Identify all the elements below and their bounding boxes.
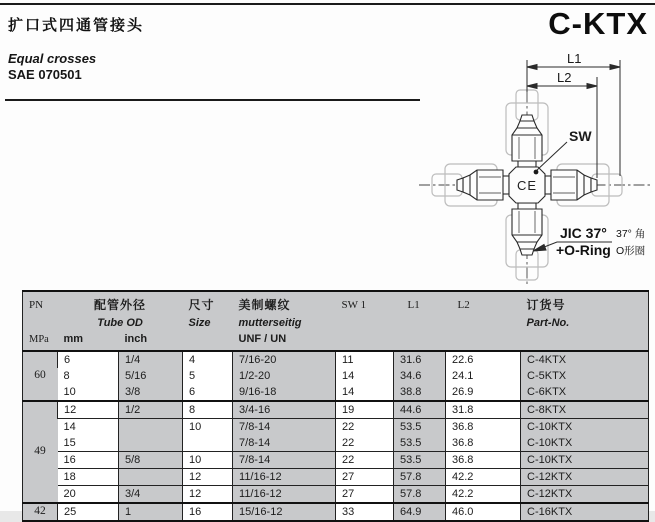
col-header-size-cn: 尺寸 [188, 297, 215, 312]
table-row [23, 503, 649, 521]
table-cell: 11/16-12 [233, 486, 336, 504]
table-cell: 1 [119, 503, 183, 521]
table-cell [183, 435, 233, 452]
table-cell: 18 [58, 469, 119, 486]
table-cell: 24.1 [446, 368, 521, 384]
table-cell: 10 [58, 384, 119, 401]
table-row [23, 368, 649, 384]
table-cell: 22 [336, 435, 394, 452]
table-cell: 14 [336, 384, 394, 401]
table-cell: 22 [336, 452, 394, 469]
table-cell: C-12KTX [521, 469, 649, 486]
col-header-mm: mm [63, 333, 84, 346]
product-code: C-KTX [548, 6, 648, 41]
table-cell: 22 [336, 419, 394, 436]
table-row [23, 351, 649, 368]
table-cell: 36.8 [446, 419, 521, 436]
table-cell: 14 [58, 419, 119, 436]
table-cell: 12 [58, 401, 119, 419]
table-cell: 36.8 [446, 435, 521, 452]
dim-l2-label: L2 [557, 70, 572, 85]
table-cell: C-16KTX [521, 503, 649, 521]
table-cell: 5 [183, 368, 233, 384]
table-cell: 42.2 [446, 486, 521, 504]
table-cell: 3/4 [119, 486, 183, 504]
col-header-inch: inch [124, 333, 148, 346]
table-cell: 64.9 [394, 503, 446, 521]
oring-label: +O-Ring [556, 242, 611, 258]
pn-cell: 49 [23, 401, 58, 503]
table-cell: C-5KTX [521, 368, 649, 384]
table-cell: 15 [58, 435, 119, 452]
table-cell: C-6KTX [521, 384, 649, 401]
table-cell: 26.9 [446, 384, 521, 401]
col-header-size-en: Size [188, 316, 211, 329]
table-cell: 38.8 [394, 384, 446, 401]
table-cell [119, 419, 183, 436]
table-cell: 27 [336, 486, 394, 504]
col-header-pn: PN [29, 299, 44, 312]
table-cell: 42.2 [446, 469, 521, 486]
table-cell: 53.5 [394, 452, 446, 469]
col-header-l2: L2 [457, 299, 470, 312]
table-header [23, 291, 649, 351]
table-cell: C-8KTX [521, 401, 649, 419]
page-title: 扩口式四通管接头 [8, 17, 145, 34]
table-row [23, 401, 649, 419]
table-cell: 6 [183, 384, 233, 401]
table-cell: 4 [183, 351, 233, 368]
table-cell: 27 [336, 469, 394, 486]
table-row [23, 435, 649, 452]
divider-rule [5, 99, 420, 101]
table-cell: 8 [183, 401, 233, 419]
jic-thread-label-cn: 37° 角 [616, 228, 646, 240]
sw-leader-dot [534, 170, 539, 175]
table-cell: 20 [58, 486, 119, 504]
col-header-thread-de: mutterseitig [238, 316, 302, 329]
table-cell: 57.8 [394, 469, 446, 486]
pn-cell: 42 [23, 503, 58, 521]
table-cell: 15/16-12 [233, 503, 336, 521]
table-cell: 10 [183, 419, 233, 436]
cross-fitting-drawing [415, 40, 655, 290]
table-cell: 12 [183, 469, 233, 486]
table-cell: 7/8-14 [233, 452, 336, 469]
table-cell: 12 [183, 486, 233, 504]
table-cell: 7/8-14 [233, 419, 336, 436]
table-cell: 46.0 [446, 503, 521, 521]
col-header-part-en: Part-No. [526, 316, 570, 329]
col-header-thread-series: UNF / UN [238, 333, 287, 346]
col-header-tube-od-en: Tube OD [97, 316, 143, 329]
fitting-arm-right [545, 170, 597, 200]
title-block [8, 14, 144, 82]
table-cell: 1/2 [119, 401, 183, 419]
table-cell: 22.6 [446, 351, 521, 368]
body-mark-label: CE [516, 178, 538, 193]
top-rule [0, 3, 655, 5]
table-cell: 10 [183, 452, 233, 469]
col-header-part-cn: 订货号 [526, 297, 566, 312]
fitting-arm-left [457, 170, 509, 200]
table-cell: 44.6 [394, 401, 446, 419]
table-cell: C-10KTX [521, 419, 649, 436]
table-row [23, 486, 649, 504]
table-cell: 16 [183, 503, 233, 521]
table-cell: 53.5 [394, 435, 446, 452]
table-cell: 8 [58, 368, 119, 384]
fitting-arm-bottom [512, 203, 542, 255]
table-cell: 33 [336, 503, 394, 521]
col-header-pn-unit: MPa [29, 333, 49, 345]
table-cell: 6 [58, 351, 119, 368]
jic-thread-label: JIC 37° [560, 225, 607, 241]
table-cell: 53.5 [394, 419, 446, 436]
col-header-sw1: SW 1 [341, 299, 367, 312]
col-header-l1: L1 [407, 299, 420, 312]
table-cell: 57.8 [394, 486, 446, 504]
table-cell [119, 469, 183, 486]
sw-label: SW [569, 128, 592, 144]
table-cell: 34.6 [394, 368, 446, 384]
table-cell: C-10KTX [521, 435, 649, 452]
table-cell: 3/4-16 [233, 401, 336, 419]
table-cell: 1/2-20 [233, 368, 336, 384]
fitting-arm-top [512, 115, 542, 167]
table-cell: 19 [336, 401, 394, 419]
spec-table [22, 290, 649, 522]
table-cell: 3/8 [119, 384, 183, 401]
table-cell: 7/8-14 [233, 435, 336, 452]
table-cell: 31.8 [446, 401, 521, 419]
table-row [23, 469, 649, 486]
sae-standard: SAE 070501 [8, 67, 82, 82]
table-cell: C-10KTX [521, 452, 649, 469]
table-cell: 14 [336, 368, 394, 384]
page-subtitle: Equal crosses [8, 51, 97, 66]
table-cell: 11/16-12 [233, 469, 336, 486]
table-cell: 9/16-18 [233, 384, 336, 401]
col-header-tube-od-cn: 配管外径 [94, 297, 147, 312]
table-cell: 36.8 [446, 452, 521, 469]
table-cell: 5/8 [119, 452, 183, 469]
table-cell: 31.6 [394, 351, 446, 368]
table-cell: 1/4 [119, 351, 183, 368]
table-row [23, 419, 649, 436]
pn-cell: 60 [23, 351, 58, 401]
table-cell: 16 [58, 452, 119, 469]
table-cell [119, 435, 183, 452]
table-row [23, 384, 649, 401]
table-cell: 11 [336, 351, 394, 368]
table-row [23, 452, 649, 469]
table-cell: 7/16-20 [233, 351, 336, 368]
table-cell: C-4KTX [521, 351, 649, 368]
table-cell: C-12KTX [521, 486, 649, 504]
dim-l1-label: L1 [567, 51, 582, 66]
table-cell: 5/16 [119, 368, 183, 384]
table-cell: 25 [58, 503, 119, 521]
col-header-thread-cn: 美制螺纹 [238, 297, 291, 312]
oring-label-cn: O形圈 [616, 245, 646, 257]
